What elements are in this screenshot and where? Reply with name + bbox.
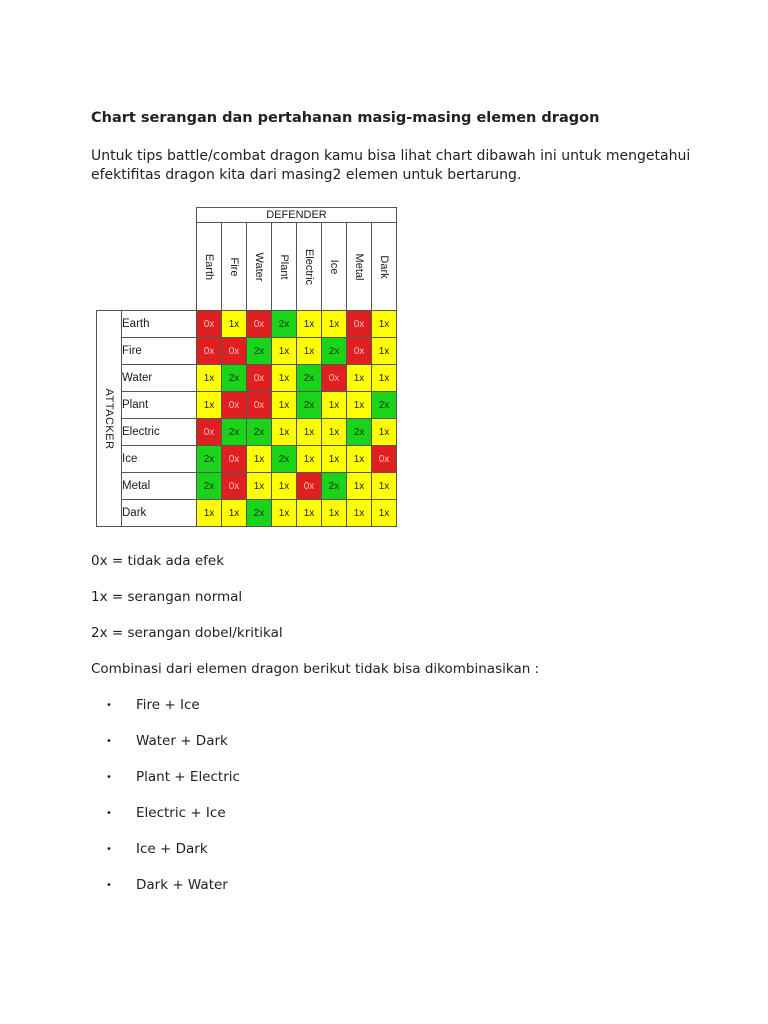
- cell-dark-plant: 1x: [272, 500, 297, 527]
- effectiveness-table: [96, 207, 397, 527]
- legend-zero: 0x = tidak ada efek: [91, 553, 225, 569]
- cell-metal-water: 1x: [247, 473, 272, 500]
- list-item-text: Electric + Ice: [136, 805, 226, 821]
- table-row: [97, 392, 397, 419]
- cell-dark-ice: 1x: [322, 500, 347, 527]
- list-item: [106, 769, 240, 805]
- cell-dark-electric: 1x: [297, 500, 322, 527]
- row-header-plant: Plant: [122, 392, 197, 419]
- cell-earth-electric: 1x: [297, 311, 322, 338]
- cell-water-metal: 1x: [347, 365, 372, 392]
- element-effectiveness-chart: [96, 207, 397, 527]
- list-item: [106, 841, 240, 877]
- column-header-electric: [297, 223, 322, 311]
- cell-fire-metal: 0x: [347, 338, 372, 365]
- column-header-label: Earth: [203, 253, 215, 280]
- attacker-title-label: ATTACKER: [103, 387, 115, 450]
- cell-dark-water: 2x: [247, 500, 272, 527]
- blank-corner: [97, 208, 197, 223]
- cell-electric-fire: 2x: [222, 419, 247, 446]
- cell-ice-dark: 0x: [372, 446, 397, 473]
- cell-water-electric: 2x: [297, 365, 322, 392]
- cell-water-plant: 1x: [272, 365, 297, 392]
- cell-dark-fire: 1x: [222, 500, 247, 527]
- cell-fire-earth: 0x: [197, 338, 222, 365]
- cell-water-fire: 2x: [222, 365, 247, 392]
- cell-earth-dark: 1x: [372, 311, 397, 338]
- cell-metal-dark: 1x: [372, 473, 397, 500]
- cell-water-water: 0x: [247, 365, 272, 392]
- cell-plant-earth: 1x: [197, 392, 222, 419]
- legend-two: 2x = serangan dobel/kritikal: [91, 625, 283, 641]
- list-item-text: Dark + Water: [136, 877, 228, 893]
- cell-ice-earth: 2x: [197, 446, 222, 473]
- bullet-icon: •: [106, 772, 112, 783]
- bullet-icon: •: [106, 736, 112, 747]
- cell-earth-earth: 0x: [197, 311, 222, 338]
- column-header-fire: [222, 223, 247, 311]
- combination-intro: Combinasi dari elemen dragon berikut tidak bisa dikombinasikan :: [91, 661, 540, 677]
- cell-fire-plant: 1x: [272, 338, 297, 365]
- cell-plant-ice: 1x: [322, 392, 347, 419]
- cell-earth-metal: 0x: [347, 311, 372, 338]
- cell-dark-metal: 1x: [347, 500, 372, 527]
- table-row: [97, 419, 397, 446]
- bullet-icon: •: [106, 880, 112, 891]
- cell-metal-ice: 2x: [322, 473, 347, 500]
- column-header-ice: [322, 223, 347, 311]
- column-header-label: Metal: [353, 253, 365, 280]
- list-item-text: Fire + Ice: [136, 697, 200, 713]
- cell-plant-fire: 0x: [222, 392, 247, 419]
- table-row: [97, 473, 397, 500]
- cell-electric-ice: 1x: [322, 419, 347, 446]
- combination-list: [106, 697, 240, 913]
- table-row: [97, 365, 397, 392]
- cell-metal-electric: 0x: [297, 473, 322, 500]
- row-header-fire: Fire: [122, 338, 197, 365]
- cell-fire-water: 2x: [247, 338, 272, 365]
- cell-earth-plant: 2x: [272, 311, 297, 338]
- row-header-dark: Dark: [122, 500, 197, 527]
- list-item-text: Water + Dark: [136, 733, 228, 749]
- cell-water-earth: 1x: [197, 365, 222, 392]
- cell-dark-dark: 1x: [372, 500, 397, 527]
- cell-water-dark: 1x: [372, 365, 397, 392]
- column-header-plant: [272, 223, 297, 311]
- table-row: [97, 500, 397, 527]
- blank-corner: [97, 223, 197, 311]
- column-header-earth: [197, 223, 222, 311]
- cell-ice-plant: 2x: [272, 446, 297, 473]
- cell-ice-electric: 1x: [297, 446, 322, 473]
- cell-earth-water: 0x: [247, 311, 272, 338]
- column-header-label: Ice: [328, 259, 340, 274]
- attacker-title: [97, 311, 122, 527]
- bullet-icon: •: [106, 808, 112, 819]
- cell-metal-plant: 1x: [272, 473, 297, 500]
- cell-fire-ice: 2x: [322, 338, 347, 365]
- cell-electric-water: 2x: [247, 419, 272, 446]
- list-item: [106, 805, 240, 841]
- defender-title-row: [97, 208, 397, 223]
- column-header-water: [247, 223, 272, 311]
- column-header-row: [97, 223, 397, 311]
- row-header-earth: Earth: [122, 311, 197, 338]
- cell-dark-earth: 1x: [197, 500, 222, 527]
- cell-electric-metal: 2x: [347, 419, 372, 446]
- list-item: [106, 697, 240, 733]
- cell-metal-fire: 0x: [222, 473, 247, 500]
- column-header-label: Plant: [278, 253, 290, 280]
- legend-one: 1x = serangan normal: [91, 589, 243, 605]
- bullet-icon: •: [106, 844, 112, 855]
- table-row: [97, 311, 397, 338]
- defender-title: DEFENDER: [197, 208, 397, 223]
- cell-metal-earth: 2x: [197, 473, 222, 500]
- cell-water-ice: 0x: [322, 365, 347, 392]
- cell-fire-fire: 0x: [222, 338, 247, 365]
- page-heading: Chart serangan dan pertahanan masig-masing elemen dragon: [91, 110, 600, 126]
- column-header-label: Electric: [303, 248, 315, 285]
- row-header-water: Water: [122, 365, 197, 392]
- intro-paragraph: Untuk tips battle/combat dragon kamu bisa lihat chart dibawah ini untuk mengetahui efektifitas dragon kita dari masing2 elemen untuk bertarung.: [91, 148, 691, 183]
- cell-electric-dark: 1x: [372, 419, 397, 446]
- row-header-metal: Metal: [122, 473, 197, 500]
- table-row: [97, 338, 397, 365]
- cell-earth-ice: 1x: [322, 311, 347, 338]
- cell-earth-fire: 1x: [222, 311, 247, 338]
- cell-electric-electric: 1x: [297, 419, 322, 446]
- cell-plant-dark: 2x: [372, 392, 397, 419]
- cell-fire-dark: 1x: [372, 338, 397, 365]
- cell-ice-metal: 1x: [347, 446, 372, 473]
- column-header-label: Fire: [228, 257, 240, 276]
- list-item-text: Plant + Electric: [136, 769, 240, 785]
- column-header-label: Water: [253, 252, 265, 281]
- cell-fire-electric: 1x: [297, 338, 322, 365]
- column-header-dark: [372, 223, 397, 311]
- cell-ice-fire: 0x: [222, 446, 247, 473]
- cell-metal-metal: 1x: [347, 473, 372, 500]
- column-header-metal: [347, 223, 372, 311]
- cell-plant-metal: 1x: [347, 392, 372, 419]
- cell-electric-plant: 1x: [272, 419, 297, 446]
- row-header-electric: Electric: [122, 419, 197, 446]
- list-item-text: Ice + Dark: [136, 841, 208, 857]
- cell-ice-ice: 1x: [322, 446, 347, 473]
- cell-plant-water: 0x: [247, 392, 272, 419]
- column-header-label: Dark: [378, 254, 390, 279]
- table-row: [97, 446, 397, 473]
- list-item: [106, 733, 240, 769]
- cell-ice-water: 1x: [247, 446, 272, 473]
- cell-electric-earth: 0x: [197, 419, 222, 446]
- bullet-icon: •: [106, 700, 112, 711]
- cell-plant-plant: 1x: [272, 392, 297, 419]
- row-header-ice: Ice: [122, 446, 197, 473]
- cell-plant-electric: 2x: [297, 392, 322, 419]
- list-item: [106, 877, 240, 913]
